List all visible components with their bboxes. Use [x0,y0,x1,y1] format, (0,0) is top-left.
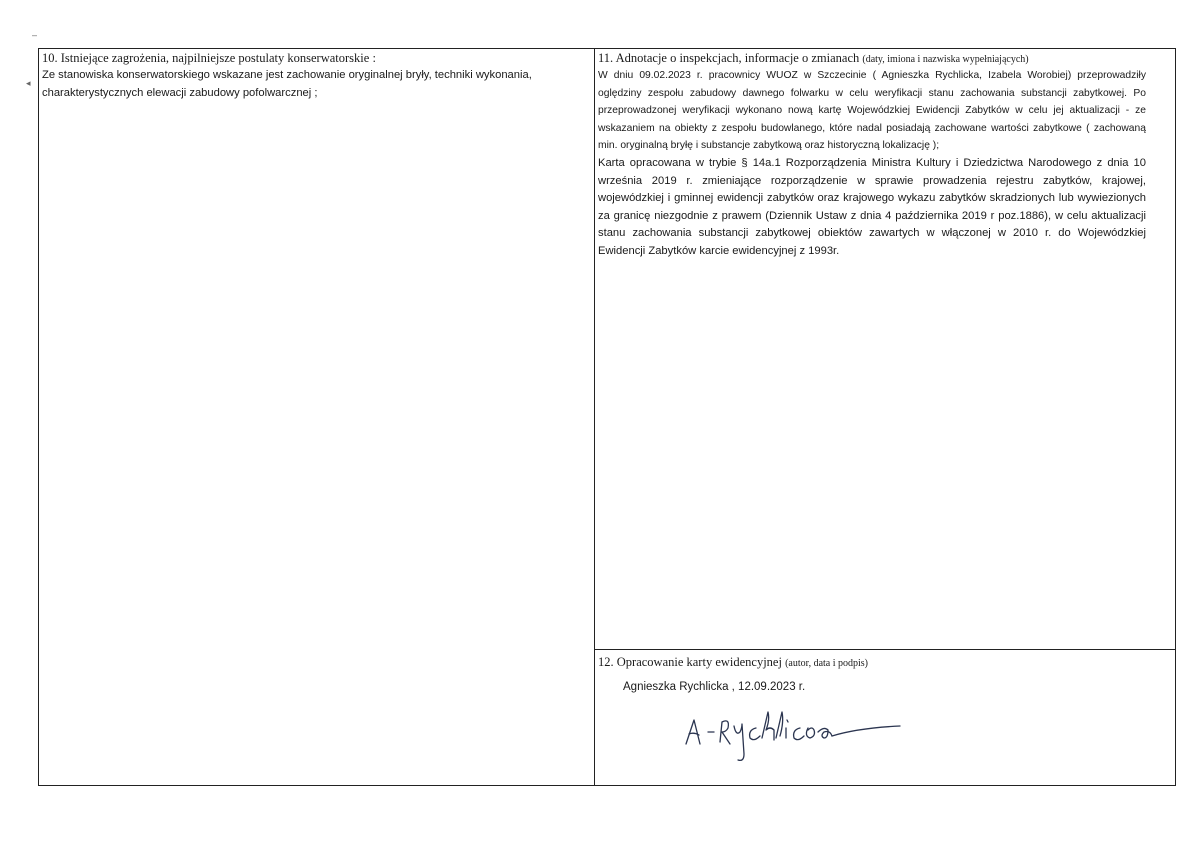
handwritten-signature [678,706,908,768]
section-11-body [598,67,1146,261]
column-divider [594,48,595,786]
section-11-paragraph-1: W dniu 09.02.2023 r. pracownicy WUOZ w Szczecinie ( Agnieszka Rychlicka, Izabela Worobiej) przeprowadziły oględziny zespołu zabudowy dawnego folwarku w celu weryfikacji stanu zachowania substancji zabytkowej. Po przeprowadzonej weryfikacji wykonano nową kartę Wojewódzkiej Ewidencji Zabytków w celu jej aktualizacji - ze wskazaniem na obiekty z zespołu budowlanego, które nadal posiadają zachowane wartości zabytkowe ( zachowaną min. oryginalną bryłę i substancje zabytkową oraz historyczną lokalizację ); [598,70,1146,152]
section-11-paragraph-2: Karta opracowana w trybie § 14a.1 Rozporządzenia Ministra Kultury i Dziedzictwa Narodowego z dnia 10 września 2019 r. zmieniające rozporządzenie w sprawie prowadzenia rejestru zabytków, krajowej, wojewódzkiej i gminnej ewidencji zabytków oraz krajowego wykazu zabytków skradzionych lub wywiezionych za granicę niezgodnie z prawem (Dziennik Ustaw z dnia 4 października 2019 r poz.1886), w celu aktualizacji stanu zachowania substancji zabytkowej obiektów zawartych w włączonej w 2010 r. do Wojewódzkiej Ewidencji Zabytków karcie ewidencyjnej z 1993r. [598,156,1146,257]
section-10-heading [42,50,376,66]
section-12-heading [598,654,868,672]
scan-mark: ◂ [26,78,31,88]
section-10-body: Ze stanowiska konserwatorskiego wskazane jest zachowanie oryginalnej bryły, techniki wykonania, charakterystycznych elewacji zabudowy pofolwarcznej ; [42,69,532,99]
scan-mark: – [32,30,38,40]
section-12-heading-note: (autor, data i podpis) [785,658,869,669]
section-11-heading-text: 11. Adnotacje o inspekcjach, informacje o zmianach [598,51,860,65]
section-11-heading [598,50,1029,68]
section-12-heading-text: 12. Opracowanie karty ewidencyjnej [598,655,782,669]
author-date-line: Agnieszka Rychlicka , 12.09.2023 r. [623,681,806,693]
row-divider [594,649,1176,650]
section-10-heading-text: 10. Istniejące zagrożenia, najpilniejsze postulaty konserwatorskie : [42,51,376,65]
section-11-heading-note: (daty, imiona i nazwiska wypełniających) [862,54,1029,65]
